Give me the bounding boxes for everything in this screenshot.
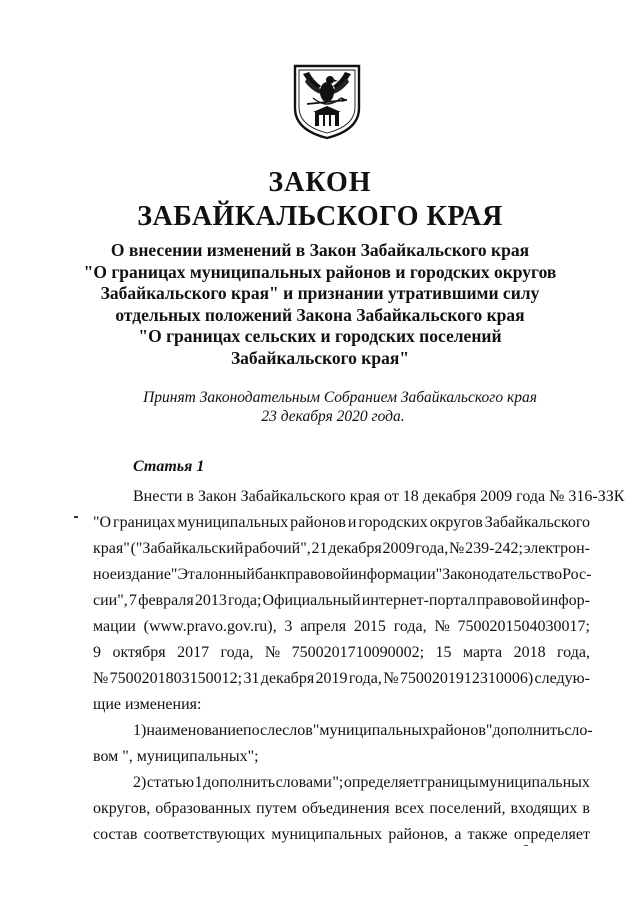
word: районов" xyxy=(430,722,493,739)
word: и xyxy=(347,514,357,531)
word: Забайкальского xyxy=(484,514,590,531)
word: правовой xyxy=(476,592,540,609)
subject-line: О внесении изменений в Закон Забайкальского края xyxy=(110,240,530,260)
word: года, xyxy=(393,618,427,635)
word: 21 xyxy=(311,540,328,557)
body-line xyxy=(93,770,590,796)
word: "; xyxy=(332,774,344,791)
word: Рос- xyxy=(562,566,592,583)
word: после xyxy=(243,722,283,739)
word: в xyxy=(582,800,590,817)
word: дополнить xyxy=(492,722,565,739)
word: состав xyxy=(93,826,138,843)
word: № xyxy=(93,670,109,687)
word: года, xyxy=(557,644,590,661)
body-line: щие изменения: xyxy=(93,696,202,713)
coat-of-arms-icon xyxy=(291,60,363,140)
word: 7 xyxy=(128,592,137,609)
body-line: Внести в Закон Забайкальского края от 18 декабря 2009 года № 316-ЗЗК xyxy=(133,488,625,505)
adoption-line: Принят Законодательным Собранием Забайкальского края xyxy=(143,389,537,406)
word: поселений, xyxy=(429,800,506,817)
word: № xyxy=(434,618,450,635)
body-line: вом ", муниципальных"; xyxy=(93,748,259,765)
word: 7500201803150012; xyxy=(109,670,243,687)
word: границы xyxy=(420,774,479,791)
word: 2015 xyxy=(353,618,386,635)
law-subject xyxy=(0,240,640,369)
word: инфор- xyxy=(541,592,590,609)
word: года, xyxy=(220,644,254,661)
word: мации xyxy=(93,618,136,635)
word: № xyxy=(264,644,281,661)
word: районов xyxy=(290,514,346,531)
word: а xyxy=(454,826,462,843)
word: границах xyxy=(113,514,176,531)
body-line xyxy=(93,536,590,562)
word: 239-242; xyxy=(465,540,523,557)
word: февраля xyxy=(138,592,194,609)
word: октября xyxy=(112,644,166,661)
word: года, xyxy=(415,540,449,557)
word: № xyxy=(449,540,465,557)
word: 2) xyxy=(133,774,147,791)
word: "О xyxy=(93,514,112,531)
word: издание xyxy=(116,566,171,583)
body-line xyxy=(93,640,590,666)
word: интернет-портал xyxy=(361,592,476,609)
word: марта xyxy=(462,644,503,661)
law-title: ЗАКОН xyxy=(268,167,372,198)
word: рабочий", xyxy=(244,540,311,557)
law-region-title: ЗАБАЙКАЛЬСКОГО КРАЯ xyxy=(137,201,503,232)
adoption-note xyxy=(0,388,640,426)
body-line xyxy=(93,510,590,536)
word: 3 xyxy=(284,618,293,635)
word: образованных xyxy=(155,800,252,817)
subject-line: Забайкальского края" xyxy=(230,347,410,368)
word: определяет xyxy=(513,826,590,843)
word: муниципальных xyxy=(479,774,590,791)
word: года, xyxy=(348,670,382,687)
word: 2009 xyxy=(382,540,415,557)
word: слов xyxy=(282,722,313,739)
word: 7500201710090002; xyxy=(291,644,425,661)
word: 31 xyxy=(243,670,260,687)
word: сии", xyxy=(93,592,128,609)
word: определяет xyxy=(343,774,420,791)
word: муниципальных xyxy=(271,826,383,843)
article-heading: Статья 1 xyxy=(133,458,205,475)
word: "муниципальных xyxy=(312,722,431,739)
word: 2019 xyxy=(315,670,348,687)
subject-line: "О границах сельских и городских поселений xyxy=(138,326,502,346)
word: муниципальных xyxy=(177,514,289,531)
word: ное xyxy=(93,566,117,583)
word: наименование xyxy=(146,722,244,739)
word: (www.pravo.gov.ru), xyxy=(143,618,277,635)
word: года; xyxy=(228,592,262,609)
body-line xyxy=(93,718,593,744)
word: городских xyxy=(358,514,428,531)
subject-line: Забайкальского края" и признании утратившими силу xyxy=(100,283,540,303)
word: ("Забайкальский xyxy=(130,540,244,557)
body-line xyxy=(93,588,590,614)
word: объединения xyxy=(301,800,390,817)
scan-mark xyxy=(524,845,528,846)
body-line xyxy=(93,614,590,640)
subject-line: отдельных положений Закона Забайкальского края xyxy=(115,304,525,325)
adoption-date: 23 декабря 2020 года. xyxy=(261,408,405,425)
word: дополнить xyxy=(203,774,276,791)
word: следую- xyxy=(534,670,590,687)
word: статью xyxy=(146,774,195,791)
margin-mark xyxy=(74,516,78,518)
subject-line: "О границах муниципальных районов и городских округов xyxy=(83,261,557,282)
word: "Эталонный xyxy=(170,566,255,583)
word: также xyxy=(467,826,508,843)
word: декабря xyxy=(260,670,315,687)
word: края" xyxy=(93,540,130,557)
word: 1 xyxy=(194,774,203,791)
word: сло- xyxy=(564,722,593,739)
article-body xyxy=(93,484,625,848)
word: 2017 xyxy=(177,644,210,661)
word: округов xyxy=(429,514,483,531)
word: правовой xyxy=(286,566,350,583)
word: 9 xyxy=(93,644,101,661)
word: 1) xyxy=(133,722,147,739)
body-line xyxy=(93,666,590,692)
word: "Законодательство xyxy=(435,566,563,583)
word: соответствующих xyxy=(143,826,266,843)
word: информации xyxy=(349,566,436,583)
word: электрон- xyxy=(523,540,590,557)
word: декабря xyxy=(328,540,382,557)
body-line xyxy=(93,822,590,848)
word: банк xyxy=(254,566,287,583)
word: 7500201504030017; xyxy=(457,618,590,635)
word: всех xyxy=(394,800,425,817)
word: № xyxy=(383,670,399,687)
word: 7500201912310006) xyxy=(399,670,534,687)
word: апреля xyxy=(300,618,347,635)
word: округов, xyxy=(93,800,151,817)
word: районов, xyxy=(388,826,449,843)
word: 15 xyxy=(435,644,452,661)
word: Официальный xyxy=(262,592,361,609)
word: словами xyxy=(275,774,332,791)
word: путем xyxy=(256,800,297,817)
word: 2018 xyxy=(513,644,546,661)
word: входящих xyxy=(510,800,578,817)
body-line xyxy=(93,562,590,588)
word: 2013 xyxy=(194,592,227,609)
body-line xyxy=(93,796,590,822)
